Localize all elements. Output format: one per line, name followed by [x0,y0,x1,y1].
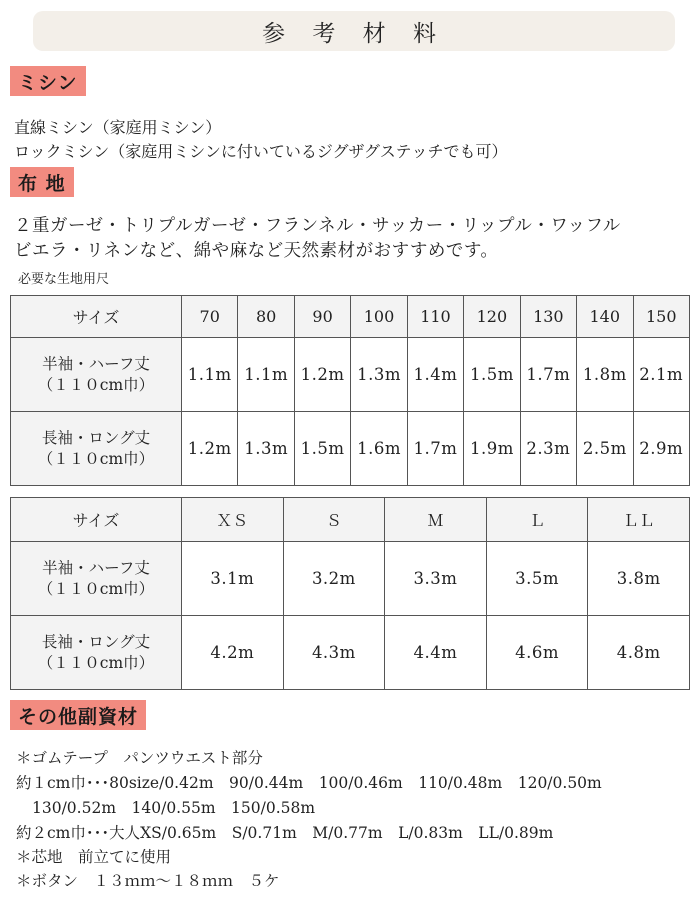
table-cell: 1.7m [407,412,463,486]
section-tag-sewing: ミシン [10,66,86,96]
table-cell: 1.2m [182,412,238,486]
table-cell: 2.5m [577,412,633,486]
fabric-line-1: ２重ガーゼ・トリプルガーゼ・フランネル・サッカー・リップル・ワッフル [14,216,621,236]
header-cell: ＬＬ [588,498,690,542]
header-cell: Ｓ [283,498,385,542]
row-label-width: （１１０cm巾） [37,653,155,672]
table-cell: 2.3m [520,412,576,486]
row-label [11,616,182,690]
table-header-row [11,296,690,338]
row-label [11,412,182,486]
table-cell: 4.6m [486,616,588,690]
header-cell: 70 [182,296,238,338]
fabric-line-2: ビエラ・リネンなど、綿や麻など天然素材がおすすめです。 [14,241,499,261]
row-label [11,338,182,412]
table-cell: 2.1m [633,338,690,412]
table-cell: 1.9m [464,412,520,486]
fabric-table-adult [10,497,690,690]
other-line-3: 130/0.52m 140/0.55m 150/0.58m [32,799,316,817]
table-cell: 3.1m [182,542,284,616]
row-label-width: （１１０cm巾） [37,579,155,598]
row-label-width: （１１０cm巾） [37,375,155,394]
table-cell: 4.3m [283,616,385,690]
table-cell: 1.1m [238,338,294,412]
header-cell: 150 [633,296,690,338]
sewing-line-1: 直線ミシン（家庭用ミシン） [14,118,222,137]
row-label-line: 長袖・ロング丈 [41,632,151,651]
table-cell: 1.2m [294,338,350,412]
header-cell: 90 [294,296,350,338]
table-cell: 3.2m [283,542,385,616]
table-cell: 1.3m [351,338,407,412]
section-tag-fabric: 布 地 [10,167,74,197]
table-cell: 1.8m [577,338,633,412]
header-cell: ＸＳ [182,498,284,542]
table-cell: 1.5m [464,338,520,412]
fabric-table-kids [10,295,690,486]
table-row [11,338,690,412]
header-cell: 110 [407,296,463,338]
table-cell: 3.5m [486,542,588,616]
other-line-1: ＊ゴムテープ パンツウエスト部分 [16,749,263,767]
header-cell: 140 [577,296,633,338]
table-cell: 4.2m [182,616,284,690]
other-line-4: 約２cm巾･･･大人XS/0.65m S/0.71m M/0.77m L/0.83m LL/0.89m [16,824,554,842]
sewing-line-2: ロックミシン（家庭用ミシンに付いているジグザグステッチでも可） [14,142,508,161]
table-cell: 4.4m [385,616,487,690]
table-cell: 3.3m [385,542,487,616]
row-label-line: 長袖・ロング丈 [41,428,151,447]
table-cell: 2.9m [633,412,690,486]
header-size: サイズ [11,296,182,338]
table-cell: 1.7m [520,338,576,412]
table-cell: 1.1m [182,338,238,412]
fabric-caption: 必要な生地用尺 [18,272,110,287]
table-cell: 1.4m [407,338,463,412]
table-row [11,616,690,690]
table-cell: 1.3m [238,412,294,486]
other-line-5: ＊芯地 前立てに使用 [16,848,172,866]
header-cell: Ｌ [486,498,588,542]
table-row [11,542,690,616]
table-cell: 1.5m [294,412,350,486]
table-cell: 4.8m [588,616,690,690]
header-cell: 80 [238,296,294,338]
section-tag-other: その他副資材 [10,700,146,730]
table-header-row [11,498,690,542]
header-cell: 130 [520,296,576,338]
page-title: 参 考 材 料 [33,11,675,51]
table-row [11,412,690,486]
header-size: サイズ [11,498,182,542]
header-cell: 120 [464,296,520,338]
table-cell: 1.6m [351,412,407,486]
header-cell: 100 [351,296,407,338]
row-label-line: 半袖・ハーフ丈 [42,558,150,577]
header-cell: Ｍ [385,498,487,542]
row-label-line: 半袖・ハーフ丈 [42,354,150,373]
row-label-width: （１１０cm巾） [37,449,155,468]
other-line-2: 約１cm巾･･･80size/0.42m 90/0.44m 100/0.46m 110/0.48m 120/0.50m [16,774,602,792]
other-line-6: ＊ボタン １３ｍｍ〜１８ｍｍ ５ケ [16,872,280,890]
table-cell: 3.8m [588,542,690,616]
row-label [11,542,182,616]
